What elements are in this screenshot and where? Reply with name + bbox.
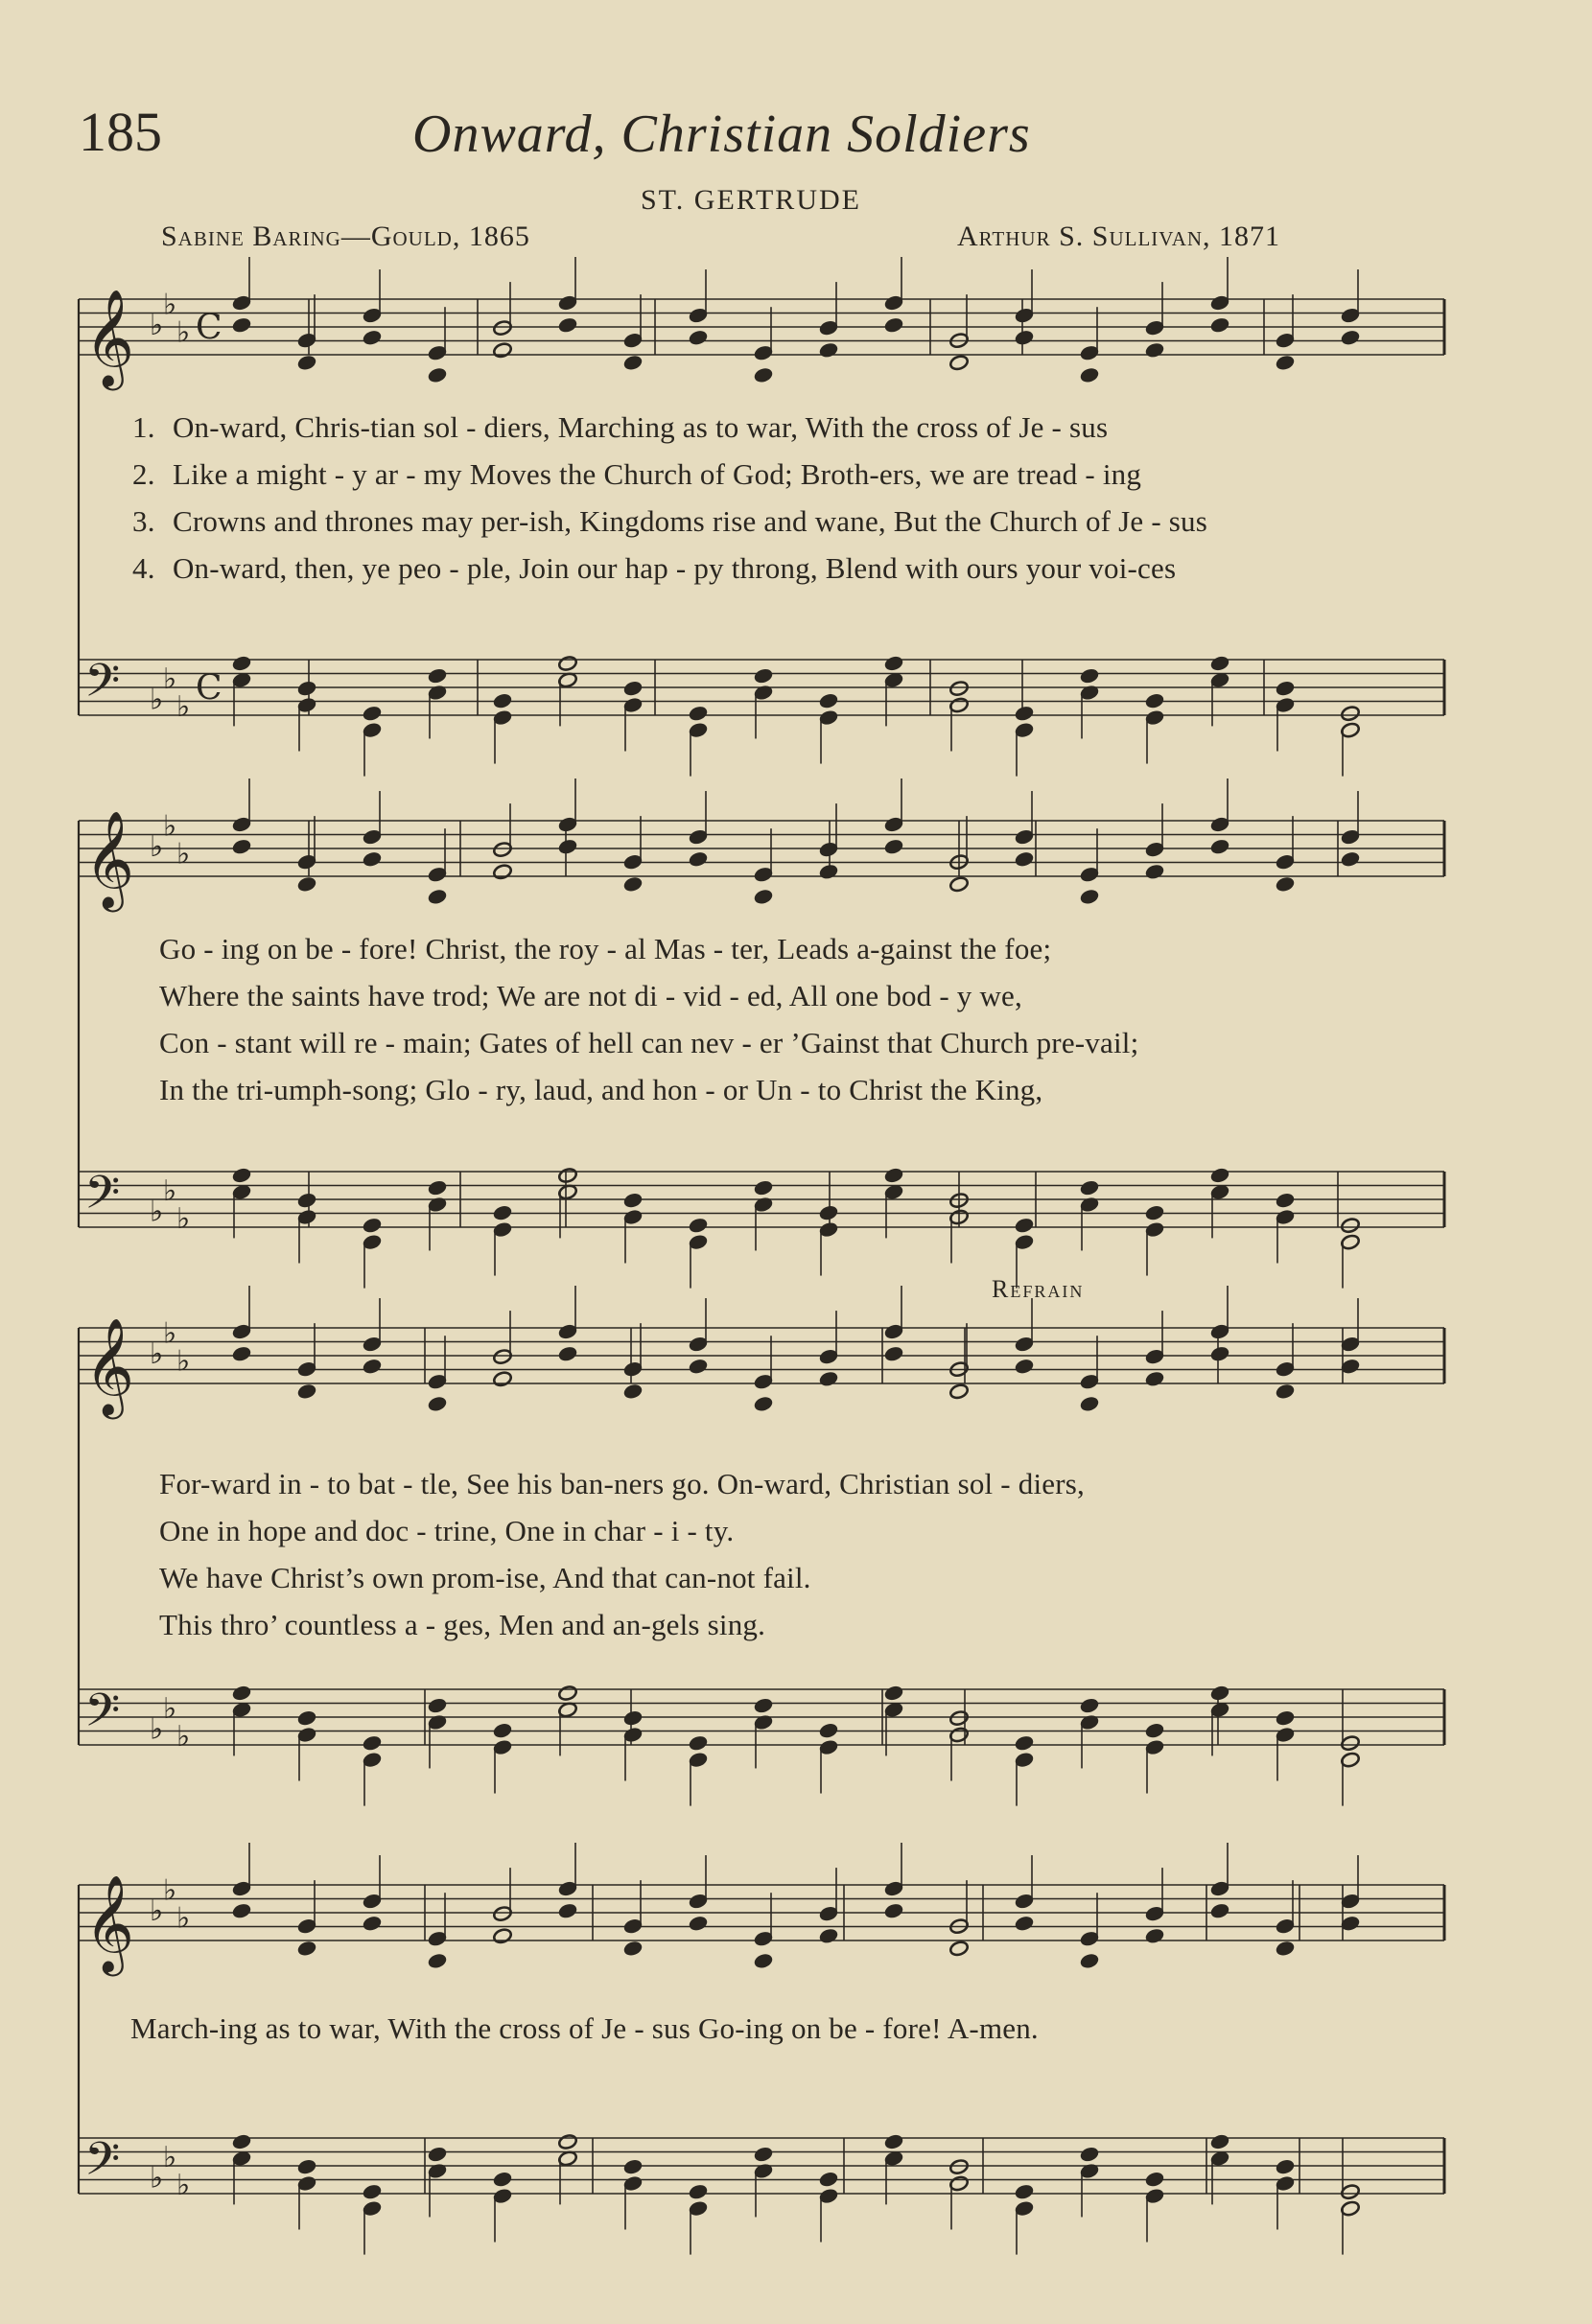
note-head: [1014, 1217, 1034, 1234]
note-head: [1144, 1722, 1164, 1739]
note-head: [296, 1383, 316, 1400]
note-head: [231, 1345, 251, 1362]
note-head: [622, 680, 643, 697]
note-head: [818, 1927, 838, 1944]
clef-glyph: 𝄞: [84, 1873, 135, 1972]
note-head: [1144, 863, 1164, 880]
note-head: [1209, 1167, 1229, 1184]
note-head: [492, 692, 512, 709]
note-head: [296, 1940, 316, 1957]
clef-glyph: ♭: [163, 1691, 177, 1726]
note-head: [1275, 875, 1295, 893]
clef-glyph: ♭: [176, 1901, 191, 1936]
note-head: [948, 875, 969, 893]
clef-glyph: ♭: [176, 689, 191, 724]
note-head: [1079, 667, 1099, 685]
clef-glyph: 𝄞: [84, 288, 135, 386]
note-head: [296, 680, 316, 697]
clef-glyph: ♭: [163, 662, 177, 696]
note-head: [1275, 680, 1295, 697]
note-head: [1144, 1927, 1164, 1944]
note-head: [622, 875, 643, 893]
note-head: [427, 1697, 447, 1714]
note-head: [1079, 1179, 1099, 1197]
note-head: [1079, 1395, 1099, 1412]
note-head: [492, 341, 512, 359]
note-head: [1144, 341, 1164, 359]
note-head: [427, 1395, 447, 1412]
note-head: [362, 329, 382, 346]
note-head: [362, 2183, 382, 2200]
note-head: [1079, 2146, 1099, 2163]
verse-2-line-2: Where the saints have trod; We are not di - vid - ed, All one bod - y we,: [159, 979, 1022, 1012]
verse-1-line-3: For-ward in - to bat - tle, See his ban-ners go. On-ward, Christian sol - diers,: [159, 1467, 1085, 1500]
verse-4-line-3: This thro’ countless a - ges, Men and an-gels sing.: [159, 1608, 766, 1641]
note-head: [818, 692, 838, 709]
note-head: [1079, 888, 1099, 905]
note-head: [427, 366, 447, 383]
note-head: [883, 316, 903, 334]
note-head: [231, 316, 251, 334]
note-head: [231, 655, 251, 672]
author-credit: Sabine Baring—Gould, 1865: [161, 221, 530, 252]
clef-glyph: C: [196, 668, 222, 709]
clef-glyph: ♭: [176, 1201, 191, 1236]
note-head: [296, 1192, 316, 1209]
note-head: [818, 2171, 838, 2188]
note-head: [362, 705, 382, 722]
clef-glyph: 𝄢: [84, 1165, 121, 1231]
note-head: [1209, 316, 1229, 334]
note-head: [362, 1915, 382, 1932]
verse-2-line-1: 2. Like a might - y ar - my Moves the Church of God; Broth-ers, we are tread - ing: [132, 457, 1142, 491]
note-head: [1014, 1734, 1034, 1752]
note-head: [622, 354, 643, 371]
note-head: [427, 1952, 447, 1969]
note-head: [948, 354, 969, 371]
note-head: [818, 1722, 838, 1739]
note-head: [492, 1204, 512, 1221]
note-head: [883, 2133, 903, 2150]
note-head: [231, 1902, 251, 1919]
note-head: [753, 1952, 773, 1969]
note-head: [427, 1179, 447, 1197]
refrain-label: Refrain: [992, 1275, 1085, 1303]
note-head: [1014, 2183, 1034, 2200]
note-head: [818, 341, 838, 359]
clef-glyph: ♭: [150, 1337, 164, 1371]
clef-glyph: ♭: [176, 837, 191, 872]
note-head: [296, 354, 316, 371]
note-head: [492, 1370, 512, 1387]
clef-glyph: ♭: [176, 315, 191, 350]
note-head: [883, 838, 903, 855]
note-head: [1275, 1192, 1295, 1209]
note-head: [557, 655, 577, 672]
note-head: [231, 1167, 251, 1184]
note-head: [948, 680, 969, 697]
note-head: [1209, 1345, 1229, 1362]
note-head: [557, 2133, 577, 2150]
note-head: [753, 667, 773, 685]
note-head: [1014, 705, 1034, 722]
note-head: [296, 1709, 316, 1727]
note-head: [1144, 2171, 1164, 2188]
clef-glyph: ♭: [150, 830, 164, 864]
verse-2-line-3: One in hope and doc - trine, One in char - i - ty.: [159, 1514, 735, 1547]
note-head: [296, 875, 316, 893]
note-head: [1144, 1370, 1164, 1387]
note-head: [753, 1179, 773, 1197]
note-head: [1014, 1358, 1034, 1375]
note-head: [622, 1192, 643, 1209]
note-head: [427, 888, 447, 905]
note-head: [492, 863, 512, 880]
note-head: [362, 1217, 382, 1234]
note-head: [948, 1709, 969, 1727]
clef-glyph: ♭: [150, 1195, 164, 1229]
note-head: [362, 1358, 382, 1375]
note-head: [753, 888, 773, 905]
clef-glyph: 𝄞: [84, 809, 135, 908]
note-head: [688, 2183, 708, 2200]
clef-glyph: ♭: [150, 309, 164, 342]
note-head: [557, 1167, 577, 1184]
clef-glyph: ♭: [163, 809, 177, 844]
note-head: [883, 1345, 903, 1362]
clef-glyph: ♭: [176, 1719, 191, 1754]
hymn-title: Onward, Christian Soldiers: [412, 105, 1031, 164]
note-head: [1014, 850, 1034, 868]
note-head: [883, 655, 903, 672]
clef-glyph: ♭: [150, 1712, 164, 1747]
note-head: [818, 1204, 838, 1221]
note-head: [818, 1370, 838, 1387]
note-head: [492, 1722, 512, 1739]
clef-glyph: C: [196, 308, 222, 348]
note-head: [362, 850, 382, 868]
note-head: [1275, 1709, 1295, 1727]
note-head: [688, 1734, 708, 1752]
note-head: [1275, 2158, 1295, 2175]
note-head: [948, 1940, 969, 1957]
note-head: [557, 1345, 577, 1362]
note-head: [1144, 1204, 1164, 1221]
verse-3-line-1: 3. Crowns and thrones may per-ish, Kingdoms rise and wane, But the Church of Je - sus: [132, 504, 1208, 538]
note-head: [1340, 1217, 1360, 1234]
note-head: [883, 1685, 903, 1702]
note-head: [883, 1167, 903, 1184]
note-head: [1275, 354, 1295, 371]
note-head: [622, 1940, 643, 1957]
note-head: [427, 667, 447, 685]
note-head: [1209, 1685, 1229, 1702]
note-head: [818, 863, 838, 880]
note-head: [557, 838, 577, 855]
verse-1-line-2: Go - ing on be - fore! Christ, the roy - al Mas - ter, Leads a-gainst the foe;: [159, 932, 1052, 965]
note-head: [1275, 1940, 1295, 1957]
note-head: [688, 1358, 708, 1375]
note-head: [688, 329, 708, 346]
note-head: [231, 1685, 251, 1702]
note-head: [1014, 1915, 1034, 1932]
note-head: [688, 1217, 708, 1234]
clef-glyph: ♭: [163, 1174, 177, 1208]
note-head: [753, 1395, 773, 1412]
note-head: [753, 1697, 773, 1714]
clef-glyph: ♭: [150, 683, 164, 717]
tune-name: ST. GERTRUDE: [641, 184, 861, 216]
verse-3-line-2: Con - stant will re - main; Gates of hell can nev - er ’Gainst that Church pre-vail;: [159, 1026, 1139, 1059]
clef-glyph: ♭: [163, 288, 177, 322]
note-head: [622, 2158, 643, 2175]
clef-glyph: ♭: [163, 2140, 177, 2174]
note-head: [753, 2146, 773, 2163]
note-head: [492, 1927, 512, 1944]
note-head: [362, 1734, 382, 1752]
clef-glyph: 𝄢: [84, 653, 121, 719]
clef-glyph: ♭: [176, 2168, 191, 2202]
verse-3-line-3: We have Christ’s own prom-ise, And that can-not fail.: [159, 1561, 811, 1594]
note-head: [1209, 2133, 1229, 2150]
note-head: [622, 1709, 643, 1727]
note-head: [622, 1383, 643, 1400]
note-head: [883, 1902, 903, 1919]
note-head: [948, 2158, 969, 2175]
clef-glyph: ♭: [163, 1873, 177, 1908]
note-head: [231, 838, 251, 855]
verse-4-line-1: 4. On-ward, then, ye peo - ple, Join our hap - py throng, Blend with ours your voi-ces: [132, 551, 1177, 585]
clef-glyph: 𝄞: [84, 1316, 135, 1415]
note-head: [1209, 838, 1229, 855]
note-head: [296, 2158, 316, 2175]
note-head: [1144, 692, 1164, 709]
note-head: [688, 705, 708, 722]
clef-glyph: 𝄢: [84, 1683, 121, 1749]
note-head: [231, 2133, 251, 2150]
note-head: [1079, 1952, 1099, 1969]
refrain-final-line: March-ing as to war, With the cross of Je - sus Go-ing on be - fore! A-men.: [130, 2011, 1039, 2045]
note-head: [1079, 366, 1099, 383]
composer-credit: Arthur S. Sullivan, 1871: [957, 221, 1281, 252]
note-head: [1275, 1383, 1295, 1400]
note-head: [1079, 1697, 1099, 1714]
clef-glyph: ♭: [150, 1894, 164, 1928]
note-head: [948, 1383, 969, 1400]
note-head: [1014, 329, 1034, 346]
clef-glyph: ♭: [150, 2161, 164, 2196]
clef-glyph: ♭: [163, 1316, 177, 1351]
note-head: [492, 2171, 512, 2188]
note-head: [557, 316, 577, 334]
note-head: [427, 2146, 447, 2163]
note-head: [557, 1685, 577, 1702]
clef-glyph: 𝄢: [84, 2131, 121, 2197]
note-head: [753, 366, 773, 383]
note-head: [1340, 329, 1360, 346]
note-head: [557, 1902, 577, 1919]
verse-4-line-2: In the tri-umph-song; Glo - ry, laud, and hon - or Un - to Christ the King,: [159, 1073, 1043, 1106]
note-head: [1340, 705, 1360, 722]
note-head: [1209, 655, 1229, 672]
note-head: [688, 850, 708, 868]
note-head: [688, 1915, 708, 1932]
hymn-number: 185: [79, 101, 162, 163]
note-head: [1340, 850, 1360, 868]
verse-1-line-1: 1. On-ward, Chris-tian sol - diers, Marching as to war, With the cross of Je - sus: [132, 410, 1109, 444]
clef-glyph: ♭: [176, 1344, 191, 1379]
note-head: [1209, 1902, 1229, 1919]
